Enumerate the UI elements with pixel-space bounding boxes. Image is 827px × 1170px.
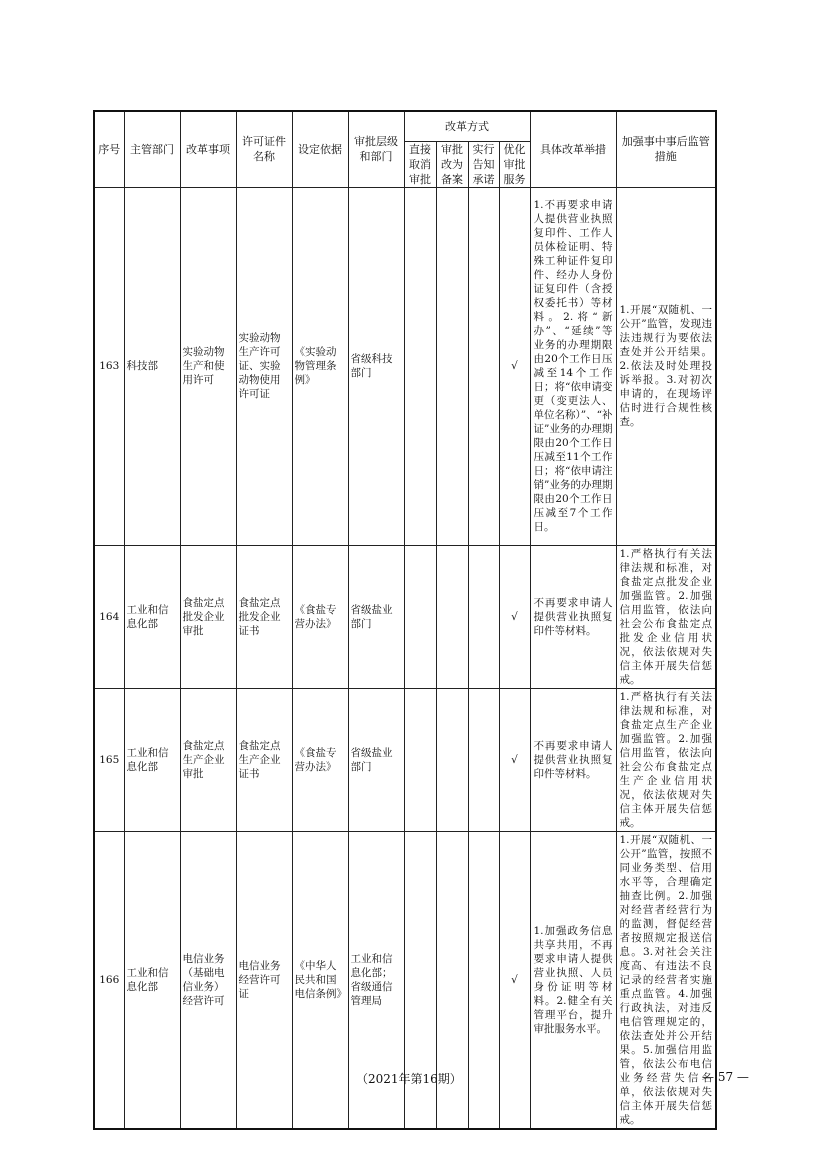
row-license: 电信业务经营许可证 [236,831,292,1129]
row-method-cancel [404,187,436,545]
table-row [94,545,716,688]
issue-label: （2021年第16期） [356,1072,462,1086]
header-method-filing: 审批改为备案 [436,141,468,187]
row-measures: 不再要求申请人提供营业执照复印件等材料。 [530,688,616,831]
row-method-commitment [468,187,499,545]
row-method-commitment [468,545,499,688]
row-dept: 科技部 [124,187,180,545]
row-supervision: 1.严格执行有关法律法规和标准，对食盐定点生产企业加强监管。2.加强信用监管，依法向社会公布食盐定点生产企业信用状况，依法依规对失信主体开展失信惩戒。 [616,688,716,831]
header-level: 审批层级和部门 [348,111,404,187]
header-measures: 具体改革举措 [530,111,616,187]
header-supervision: 加强事中事后监管措施 [616,111,716,187]
row-seq: 163 [94,187,124,545]
row-method-filing [436,688,468,831]
header-dept: 主管部门 [124,111,180,187]
row-method-commitment [468,688,499,831]
header-method-cancel: 直接取消审批 [404,141,436,187]
row-level: 省级科技部门 [348,187,404,545]
table-row [94,688,716,831]
header-license: 许可证件名称 [236,111,292,187]
row-dept: 工业和信息化部 [124,545,180,688]
row-seq: 166 [94,831,124,1129]
row-method-cancel [404,545,436,688]
row-item: 食盐定点批发企业审批 [180,545,236,688]
row-basis: 《实验动物管理条例》 [292,187,348,545]
row-license: 食盐定点批发企业证书 [236,545,292,688]
row-seq: 165 [94,688,124,831]
header-item: 改革事项 [180,111,236,187]
row-basis: 《中华人民共和国电信条例》 [292,831,348,1129]
row-measures: 1.加强政务信息共享共用，不再要求申请人提供营业执照、人员身份证明等材料。2.健全有关管理平台，提升审批服务水平。 [530,831,616,1129]
row-measures: 1.不再要求申请人提供营业执照复印件、工作人员体检证明、特殊工种证件复印件、经办人身份证复印件（含授权委托书）等材料。2.将“新办”、“延续”等业务的办理期限由20个工作日压减至14个工作日；将“依申请变更（变更法人、单位名称）”、“补证”业务的办理期限由20个工作日压减至11个工作日；将“依申请注销”业务的办理期限由20个工作日压减至7个工作日。 [530,187,616,545]
header-method-commitment: 实行告知承诺 [468,141,499,187]
row-method-optimize: √ [499,545,530,688]
row-dept: 工业和信息化部 [124,831,180,1129]
header-seq: 序号 [94,111,124,187]
row-dept: 工业和信息化部 [124,688,180,831]
row-method-filing [436,187,468,545]
row-measures: 不再要求申请人提供营业执照复印件等材料。 [530,545,616,688]
page-number: — 57 — [702,1070,749,1084]
row-method-filing [436,545,468,688]
row-item: 实验动物生产和使用许可 [180,187,236,545]
row-method-optimize: √ [499,187,530,545]
row-level: 省级盐业部门 [348,545,404,688]
table-row [94,187,716,545]
row-level: 工业和信息化部；省级通信管理局 [348,831,404,1129]
header-basis: 设定依据 [292,111,348,187]
row-item: 电信业务（基础电信业务）经营许可 [180,831,236,1129]
row-item: 食盐定点生产企业审批 [180,688,236,831]
row-basis: 《食盐专营办法》 [292,688,348,831]
header-methods-group: 改革方式 [404,111,530,141]
row-supervision: 1.开展“双随机、一公开”监管，按照不同业务类型、信用水平等，合理确定抽查比例。2.加强对经营者经营行为的监测，督促经营者按照规定报送信息。3.对社会关注度高、有违法不良记录的经营者实施重点监管。4.加强行政执法，对违反电信管理规定的，依法查处并公开结果。5.加强信用监管，依法公布电信业务经营失信名单，依法依规对失信主体开展失信惩戒。 [616,831,716,1129]
row-supervision: 1.严格执行有关法律法规和标准，对食盐定点批发企业加强监管。2.加强信用监管，依法向社会公布食盐定点批发企业信用状况，依法依规对失信主体开展失信惩戒。 [616,545,716,688]
row-method-cancel [404,688,436,831]
row-license: 实验动物生产许可证、实验动物使用许可证 [236,187,292,545]
row-level: 省级盐业部门 [348,688,404,831]
header-method-optimize: 优化审批服务 [499,141,530,187]
reform-table [93,110,717,1130]
row-license: 食盐定点生产企业证书 [236,688,292,831]
row-seq: 164 [94,545,124,688]
row-supervision: 1.开展“双随机、一公开”监管，发现违法违规行为要依法查处并公开结果。2.依法及时处理投诉举报。3.对初次申请的，在现场评估时进行合规性核查。 [616,187,716,545]
row-basis: 《食盐专营办法》 [292,545,348,688]
row-method-optimize: √ [499,688,530,831]
row-method-optimize: √ [499,831,530,1129]
row-method-commitment [468,831,499,1129]
